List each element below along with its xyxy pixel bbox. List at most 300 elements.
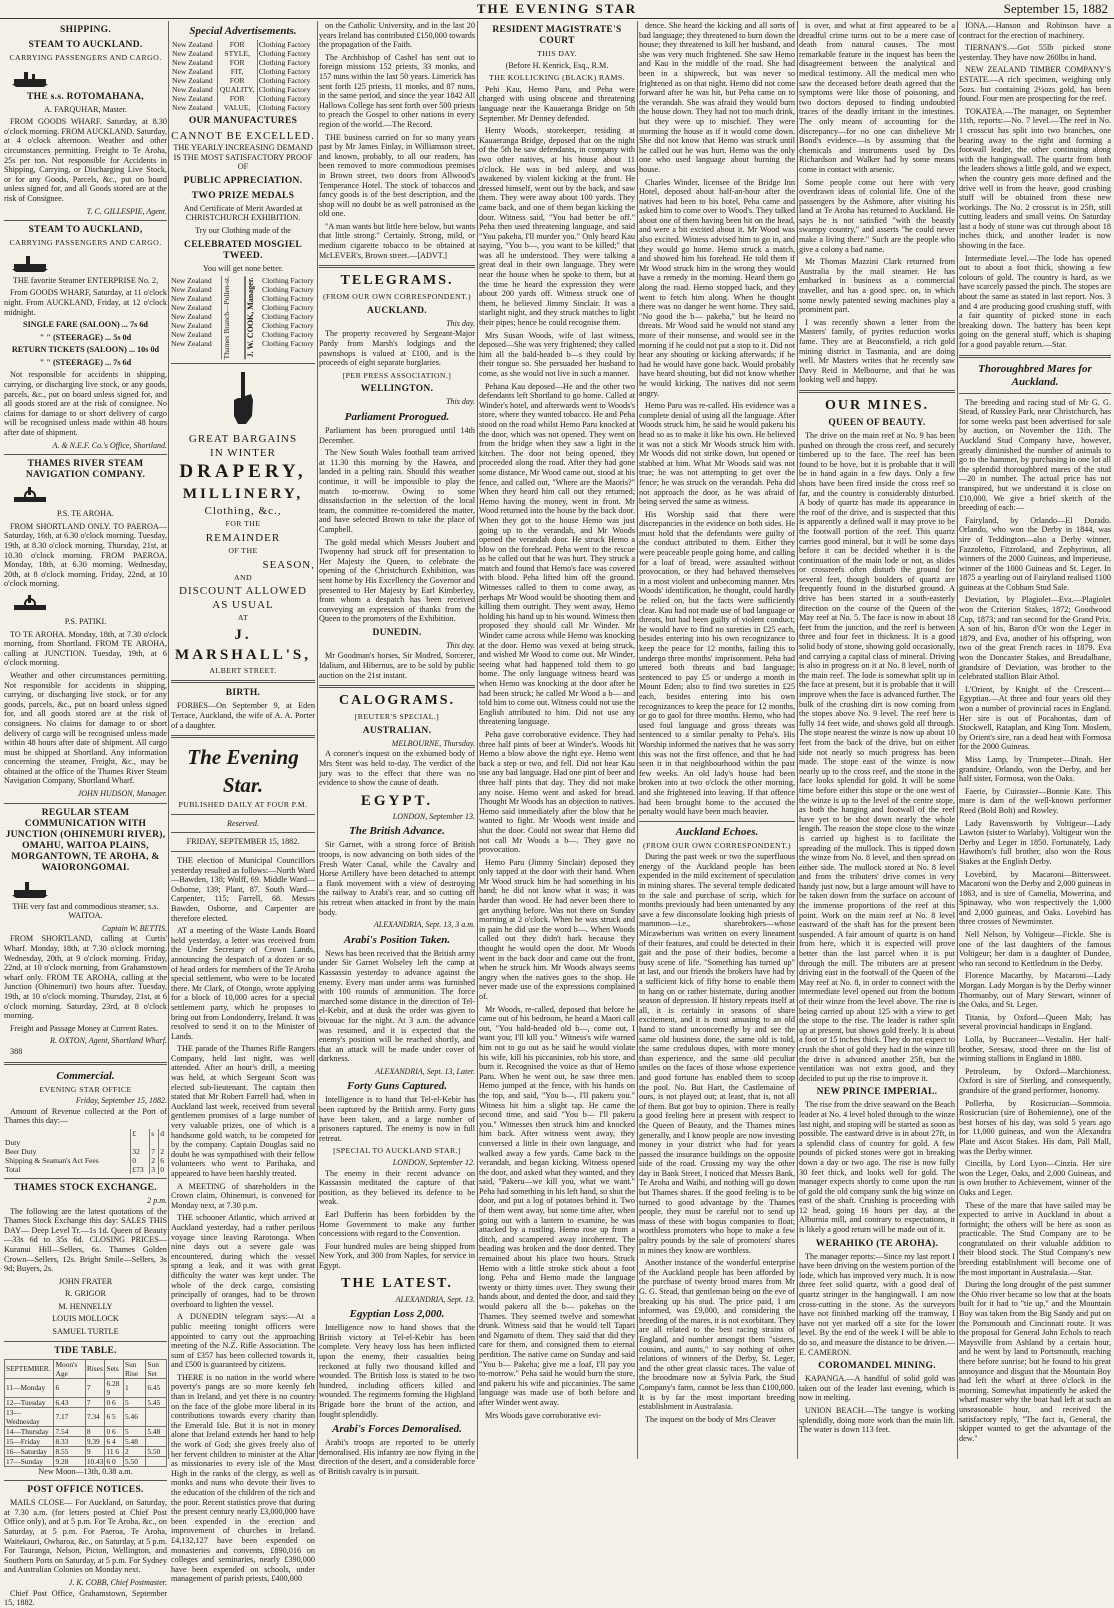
article-paragraph: TOKATEA.—The manager, on September 11th, reports:—No. 7 level.—The reef in No. 1 crosscut has split into two branches, one bearing away to the right and forming a footwall leader, the other continuing along with the hangingwall. The quartz from both the leaders shows a little gold, and we expect, when the country gets more defined and the drive well in from the heave, good crushing stuff will be obtained from these new workings. The No. 2 crosscut is in 25ft, still cutting leaders and small veins. On Saturday last a body of stone was cut through about 18 inches thick, and another leader is now showing in the face.	[959, 106, 1111, 251]
factory-label: Clothing Factory	[262, 285, 314, 295]
ad-number: 388	[10, 1046, 23, 1056]
court-heading: RESIDENT MAGISTRATE'S COURT	[492, 25, 622, 46]
editorial-paragraph: THE schooner Atlantic, which arrived at Auckland yesterday, had a rather perilous voyage since leaving Rarotonga. When nine days out a severe gale was encountered, during which the vessel sprang a leak, and it was with great difficulty the water was kept under. The whole of the deck cargo, consisting principally of oranges, had to be thrown overboard to lighten the vessel.	[171, 1213, 315, 1309]
dateline: ALEXANDRIA, Sept. 13.	[395, 1294, 475, 1304]
table-cell: 11 6	[105, 1446, 124, 1456]
divider	[959, 393, 1111, 394]
article-paragraph: is over, and what at first appeared to be a dreadful crime turns out to be a mere case of death from natural causes. The most remarkable feature in the inquest has been the disagreement between the analytical and medical testimony. All the medical men who saw the deceased before death agreed that the symptoms were like those of poisoning, and two doctors deposed to finding undoubted traces of the deadly irritant in the intestines. The only means of accounting for the discrepancy—for no one can disbelieve Mr Bond's evidence—is by assuming that the chemicals and instruments used by Drs Richardson and Walker had by some means come in contact with arsenic.	[799, 21, 955, 174]
masthead-date: September 15, 1882	[1003, 1, 1108, 16]
table-cell: Total	[4, 1165, 131, 1174]
ad-subheading: CARRYING PASSENGERS AND CARGO.	[9, 238, 162, 248]
divider	[171, 735, 315, 738]
table-cell: Clothing Factory	[258, 103, 311, 112]
table-cell	[150, 1138, 159, 1147]
article-paragraph: Earl Dufferin has been forbidden by the Home Government to make any further concessions with regard to the Convention.	[319, 1210, 475, 1239]
table-cell: 17—Sunday	[5, 1456, 54, 1466]
table-row	[5, 1359, 167, 1378]
egypt-heading: EGYPT.	[360, 792, 434, 809]
dateline: LONDON, September 13.	[392, 811, 475, 821]
commercial-heading: Commercial.	[56, 1069, 115, 1082]
ad-text: And Certificate of Merit Awarded at CHRISTCHURCH EXHIBITION.	[183, 203, 303, 223]
article-paragraph: Titania, by Oxford—Queen Mab; has several provincial handicaps in England.	[959, 1012, 1111, 1032]
branch-label: Thames Branch—Pollen-st.	[221, 276, 245, 359]
factory-label: Clothing Factory	[262, 321, 314, 331]
article-paragraph: Mr Woods, re-called, deposed that before he came out of his bedroom, he heard a Maori call out, "You bald-headed old b—, come out, I want you; I'll kill you." Witness's wife warned him not to go out as he said he would violate his wife, kill his piccaninies, rob his store, and burn it. Recognised the voice as that of Hemo Paru. When he went out, he saw three men. Hemo jumped at the fence, with his hands on the top, and said, "You b—, I'll pakeru you." Witness hit him a slight tap. He came the second time, and said "You b— I'll pakeru you." Witnesses then struck him and knocked him back. After witness went away, they conversed a little in their own language, and walked away a few yards. Came back to the verandah, and began kicking. Witness opened the door, and asked what they wanted, and they said, "Pakeru—we kill you, what we want." Peha had something in his left hand, so shut the door, and put a log of potatoes behind it. Two of them went away, but some time after, when going out with a lantern to examine, he was attacked by a rustling. Hemo rose up from a ditch, and scampered away incoherent. The beading was broken and the door dented. They remained about his place two hours. Struck Hemo with a little stroke stick about a foot long. Peha and Hemo made the language twenty or thirty times over. They swung their hands about, and dented the door, and said they would pakeru all the b— pakehas on the Thames. They seemed twelve and somewhat drunk. Witness said that he would tell Tapari and Ngamotu of them. They said that did they care for them, and consigned them to eternal perdition. The native came on Sunday and said "You b— Pakeha; give me a loaf, I'll pay you to-morrow." Peha said he would burn the store, and pakeru his wife and piccaninies. The same language was made use of both before and after Winder went away.	[479, 1004, 635, 1407]
table-cell: New Zealand	[171, 58, 217, 67]
article-paragraph: TIERNAN'S.—Got 55lb picked stone yesterday. They have now 260lbs in hand.	[959, 43, 1111, 62]
case-title: THE KOLLICKING (BLACK) RAMS.	[489, 73, 625, 83]
table-cell	[146, 1407, 167, 1426]
article-paragraph: His Worship said that there were discrepancies in the evidence on both sides. He must hold that the defendants were guilty of the conduct attributed to them. Either they were peaceable people going home, and calling for a loaf of bread, were assaulted without provocation, or they had behaved themselves in a most violent and unbecoming manner. Mrs Woods' identification, he thought, could hardly be relied on, but the facts were sufficiently clear. Kau had not made use of bad language or threats, but had been guilty of violent conduct; he would have to find no sureties in £25 each, besides entering into his own recognizance to keep the peace for 12 months, failing this to undergo three months' imprisonment. Peha had uttered both threats and bad language; sentenced to pay £5 or undergo a month in Mount Eden; also to find two sureties in £25 each, besides entering into his own recognizances to keep the peace for 12 months, or go to gaol for three months. Hemo, who had used foul language and gross threats was sentenced to a similar penalty to Peha's. His Worship informed the natives that he was sorry this was not the first offence, and that he had seen it in that neighbourhood within the past few weeks. An old lady's house had been broken into at two o'clock the other morning, and she frightened into leaving. If that offence had been brought home to the accused the penalty would have been much heavier.	[639, 509, 795, 817]
subheading: Arabi's Forces Demoralised.	[332, 1423, 462, 1436]
mine-heading: COROMANDEL MINING.	[818, 1361, 936, 1372]
table-cell: 6 5	[105, 1407, 124, 1426]
article-paragraph: News has been received that the British army under Sir Garnet Wolseley left the camp at Kassassin yesterday to advance against the enemy. Every man under arms was furnished with 100 rounds of ammunition. The force marched some distance in the direction of Tel-el-Kebir, and at dusk the order was given to bivouac for the night. At 3 a.m. the advance was resumed, and it is expected that the enemy's position will be reached shortly, and that an attack will be made under cover of darkness.	[319, 948, 475, 1064]
factory-label: Clothing Factory	[262, 339, 314, 349]
article-paragraph: The enemy in their recent advance on Kassassin meditated the capture of that position, as they believed its defence to be weak.	[319, 1168, 475, 1207]
place-heading: AUCKLAND.	[367, 305, 427, 316]
divider	[319, 685, 475, 688]
table-cell: FOR	[217, 76, 257, 85]
article-paragraph: Miss Lamp, by Trumpeter—Dinah. Her grandsire, Orlando, won the Derby, and her half sister, Formosa, won the Oaks.	[959, 754, 1111, 784]
ad-text: OF THE	[228, 546, 258, 556]
ad-text: AND	[233, 572, 253, 582]
table-cell: 2	[160, 1146, 164, 1156]
ad-drapery: DRAPERY,	[179, 461, 307, 483]
article-paragraph: Charles Winder, licensee of the Bridge Inn Hotel, deposed about half-an-hour after the natives had been to his hotel, Peha came and asked him to come over to Wood's. They talked about one of them having been hit on the head, and were a bit excited about it. Mr Wood was also excited. Witness advised him to go in, and they would go home. Hemo struck a match, and showed him his forehead. He told them if Mr Wood struck him in the wrong they would have a remedy in the morning. Heard them go along the road. Hemo stopped back, and they went to fetch him along. When he thought there was no danger he went home. They said, "No good the b— pakeha," but he heard no threats. Mr Wood said he would not stand any more of their nonsense, and would see in the morning if he could not put a stop to it. Did not hear any shouting or kicking afterwards; if he had he would have gone back. Would probably have heard shouting, but did not know whether he would kicking. The natives did not seem angry.	[639, 177, 795, 398]
article-paragraph: Sir Garnet, with a strong force of British troops, is now advancing on both sides of the Fresh Water Canal, while the Cavalry and Horse Artillery have been detached to attempt a flank movement with a view of destroying the railway to Arabi's rear, and so cutting off his retreat when attacked in front by the main body.	[319, 840, 475, 917]
divider	[799, 390, 955, 393]
ad-heading: STEAM TO AUCKLAND,	[28, 225, 143, 236]
table-row	[5, 1456, 167, 1466]
ad-millinery: MILLINERY,	[182, 486, 304, 503]
paper-title: The Evening Star.	[187, 745, 299, 798]
table-cell: 14—Thursday	[5, 1426, 54, 1436]
table-row	[171, 85, 315, 94]
table-header: SEPTEMBER.	[5, 1359, 54, 1378]
article-paragraph: Lolla, by Buccaneer—Vestalin. Her half-brother, Seesaw, stood three on the list of winning stallions in England in 1880.	[959, 1035, 1111, 1064]
editorial-paragraph: AT a meeting of the Waste Lands Board held yesterday, a letter was received from the Under Secretary of Crown Lands, announcing the despatch of a dozen or so of head orders for members of the Te Aroha special settlement, who were to be located there. Mr Clark, of Otongo, wrote applying for a block of 10,000 acres for a special settlement party, which he proposes to bring out from Londonderry, Ireland. It was resolved to send it on to the Minister of Lands.	[171, 926, 315, 1041]
article-paragraph: Pehi Kau, Hemo Paru, and Peha were charged with using obscene and threatening language near the Kauaeranga Bridge on 5th September. Mr Denney defended.	[479, 84, 635, 123]
table-cell: Clothing Factory	[258, 94, 311, 103]
dateline: MELBOURNE, Thursday.	[391, 738, 475, 748]
correspondent-line: (FROM OUR OWN CORRESPONDENT.)	[643, 840, 791, 850]
table-cell: 5.50	[123, 1456, 145, 1466]
article-paragraph: Peha gave corroborative evidence. They had three half pints of beer at Winder's. Woods hit Hemo a blow above the right eye. Hemo went back a step or two, and fell. Did not hear Kau use any bad language. Had one pint of beer and three half pints that day. They did not make any noise. Hemo went and asked for bread. Thought Mr Woods has an objection to natives. Hemo said immediately after the blow that he wanted to fight. Mr Woods went inside and shut the door. Could not swear that Hemo did not call Mr Woods a b—. They gave no provocation.	[479, 729, 635, 855]
article-paragraph: During the past week or two the superfluous energy of the Auckland people has been expended in the mild excitement of speculation in mining shares. The several temple dedicated to the sale and purchase of scrip, which for months previously had been untenanted by any save a few disconsolate looking high priests of mammon—i.e., sharebrokers—whose Micawberism was written on every lineament of their features, and could be detected in their gait and the pose of their bodies, become a busy scene of life. "Something has turned up" at last, and our friends the brokers have had by a sufficient kick of fifty horse to enable them to hang on or rather bisternate, during another season of depression. If history repeats itself at all, it is certainly in seasons of share excitement, and it is most amusing to an old hand to stand unconcernedly by and see the same old business done, the same old is told, the same credulous dupes, with more money than experience, and the same old peculiar smiles on the faces of those whose experience and good fortune has enabled them to scoop the pool. No. But Hart, the Castlemaine of ours, is not played out; at least, that is, not all of them. But got buy to opinion. There is really a good feeling here at present with respect to the Queen of Beauty, and the Thames mines generally, and I know people are now investing money in your district who had for years passed the insurance buildings on the opposite side of the road. Crossing my way the other day in Bank Street, I noticed that Messrs Bank, Te Aroha and Waihi, and nothing will go down but Thames shares. If the good feeling is to be turned to good advantage by the Thames people, they must be careful not to send up mass of these with bogus companies to float; worthless promoters who hope to make a few paltry pounds by the sale of promoters' shares in mines they know are worthless.	[639, 852, 795, 1255]
table-cell: 7	[85, 1378, 105, 1397]
article-paragraph: I was recently shown a letter from the Masters' family, of pyrites reduction works fame. They are at Beaconsfield, a rich gold mining district in Tasmania, and are doing well. Mr Masters writes that he recently saw Davy Reid in Melbourne, and that he was looking well and happy.	[799, 317, 955, 385]
table-header: d	[160, 1128, 164, 1138]
table-cell	[146, 1436, 167, 1446]
fare-line: " " (STEERAGE) ... 7s 6d	[39, 357, 132, 367]
article-paragraph: Mr Thomas Mazzini Clark returned from Australia by the mail steamer. He has embarked in business as a commercial traveller, and has a good spec. on, in which some newly patented sewing machines play a prominent part.	[799, 257, 955, 315]
column-2	[171, 21, 315, 1584]
article-paragraph: The Archbishop of Cashel has sent out to foreign missions 152 priests, 33 monks, and 157 nuns within the last 50 years. Limerick has sent forth 125 priests, 11 monks, and 87 nuns, in the same period, and since the year 1842 All Hallows College has sent forth over 500 priests to preach the Gospel to other nations in every region of the world.—The Record.	[319, 52, 475, 129]
table-cell: 8.55	[54, 1446, 85, 1456]
table-cell: VALUE,	[217, 103, 257, 112]
table-row	[5, 1446, 167, 1456]
ad-text: Try our Clothing made of the	[195, 225, 291, 235]
table-cell: 32	[131, 1147, 150, 1156]
article-paragraph: The rise from the drive seaward on the Beach leader at No. 4 level holed through to the winze last night, and stoping will be started as soon as possible. The eastward drive is in about 27ft, in a splendid class of country for gold. A few pounds of picked stones were got in breaking down a day or two ago. The rise is now fully 30 feet thick, and looks well for gold. The manager expects shortly to come upon the run of gold the old company sunk the big winze on east of the shaft. Crushing is proceeding with 12 head, going 16 hours per day, at the Alburnia mill, and contrary to expectations, it is likely a good return will be made out of it.	[799, 1100, 955, 1235]
column-4	[479, 21, 635, 1459]
table-cell: 7	[150, 1147, 159, 1156]
table-cell: 2	[150, 1156, 159, 1165]
nz-label: New Zealand	[171, 321, 212, 331]
table-header: £	[131, 1129, 150, 1138]
article-paragraph: KAPANGA.—A handful of solid gold was taken out of the leader last evening, which is now in melting.	[799, 1374, 955, 1403]
column-rule	[797, 21, 798, 1459]
table-cell: 0	[160, 1164, 164, 1174]
editorial-paragraph: THERE is no nation in the world where poverty's pangs are so more keenly felt than in Ireland, and yet there is no country on the face of the globe more liberal in its contributions towards every charity than the Emerald Isle. But it is not in money alone that Ireland extends her hand to help the work of God; she gives freely also of her fervent children to minister at the Altar as missionaries to every isle of the Most High in the ranks of the clergy, as well as monks and nuns who devote their lives to the education of the children of the rich and the poor. Recent statistics prove that during the present century nearly £3,000,000 have been expended in the erection and improvement of churches in Ireland. £4,132,127 have been expended on monasteries and convents, £890,016 on colleges and seminaries, nearly £390,000 have been expended on schools, under management of parish priests, £400,000	[171, 1372, 315, 1584]
table-row	[4, 1156, 167, 1165]
birth-heading: BIRTH.	[225, 688, 261, 699]
table-cell: 5	[123, 1397, 145, 1407]
table-row	[5, 1397, 167, 1407]
column-rule	[637, 21, 638, 1459]
article-paragraph: A coroner's inquest on the exhumed body of Mrs Stent was held to-day. The verdict of the jury was to the effect that there was no evidence to show the cause of death.	[319, 749, 475, 788]
table-cell: 15—Friday	[5, 1436, 54, 1446]
table-header: Moon's Age	[54, 1359, 85, 1378]
tide-footnote: New Moon—13th, 0.38 a.m.	[38, 1466, 133, 1476]
commercial-date: Friday, September 15, 1882.	[75, 1096, 167, 1106]
dateline: ALEXANDRIA, Sept. 13, Later.	[375, 1066, 475, 1076]
article-paragraph: The breeding and racing stud of Mr G. G. Stead, of Russley Park, near Christchurch, has for some weeks past been advertised for sale by auction, on November the 11th. The Auckland Stud Company have, however, greatly diminished the number of animals to go to the hammer, by purchasing in one lot all the splendid thoroughbred mares of the stud—20 in number. The actual price has not transpired, but we understand it is close on £10,000. We give a brief sketch of the breeding of each:—	[959, 397, 1111, 513]
ship-master: A. FARQUHAR, Master.	[44, 104, 127, 114]
post-sign: J. K. COBB, Chief Postmaster.	[68, 1578, 167, 1587]
table-cell: 3	[150, 1165, 159, 1174]
nz-label: New Zealand	[171, 303, 212, 313]
table-row	[5, 1436, 167, 1446]
fare-line: RETURN TICKETS (SALOON) ... 10s 0d	[11, 345, 160, 355]
column-7	[959, 21, 1111, 1459]
ad-subheading: CARRYING PASSENGERS AND CARGO.	[9, 53, 162, 62]
table-cell: FOR	[217, 94, 257, 103]
article-paragraph: "A man wants but little here below, but wants that little strong." Certainly. Strong, mild, or medium cigarette tobacco to be obtained at McLEVER's, Brown street.—[ADVT.]	[319, 221, 475, 260]
auckland-echoes-heading: Auckland Echoes.	[675, 825, 759, 838]
article-paragraph: Lovebird, by Macaroni—Bittersweet. Macaroni won the Derby and 2,000 guineas in 1863, and is sire of Camelia, Mowerina, and Spinaway, who won respectively the 1,000 and 2,000 guineas, and Oaks. Lovebird has three crosses of Newminster.	[959, 869, 1111, 927]
nz-label: New Zealand	[171, 330, 212, 340]
ad-text: FOR THE	[225, 519, 261, 529]
article-paragraph: The New South Wales football team arrived at 11.30 this morning by the Hawea, and landed in a pelting rain. Should this weather continue, it will be impossible to play the match to-morrow. Owing to some dissatisfaction in the selection of the local team, the committee re-considered the matter, and have selected Brown to take the place of Campbell.	[319, 448, 475, 534]
article-paragraph: Fairyland, by Orlando—El Dorado. Orlando, who won the Derby in 1844, was sire of Teddington—also a Derby winner, Fazzoletto, Fitzroland, and Zephyrinus, all winners of the 2000 Guineas, and Imperieuse, winner of the 1000 Guineas and St. Leger. In 1875 a yearling out of Fairyland realised 1100 guineas at the Cobham Stud Sale.	[959, 515, 1111, 592]
table-cell: 9.28	[54, 1456, 85, 1466]
ad-freight: Freight and Passage Money at Current Rates.	[10, 1023, 159, 1033]
article-paragraph: Deviation, by Plagiolet—Eva.—Plagiolet won the Criterion Stakes, 1872; Goodwood Cup, 1873; and ran second for the Grand Prix. A son of his, Baron d'Or won the Leger in 1879, and Eva, another of his offspring, won two of the great French races in 1879. Eva won the Doncaster Stakes, and Breadalbane, grandsire of Deviation, was brother to the celebrated stallion Blair Athol.	[959, 595, 1111, 682]
table-cell: 0 6	[105, 1426, 124, 1436]
table-cell: 2	[123, 1446, 145, 1456]
table-cell: Beer Duty	[4, 1147, 131, 1156]
reuter-line: [REUTER'S SPECIAL.]	[354, 712, 440, 722]
special-line: [SPECIAL TO AUCKLAND STAR.]	[333, 1146, 461, 1156]
broker-name: JOHN FRATER	[58, 1276, 113, 1286]
table-cell: New Zealand	[171, 76, 217, 85]
table-cell: 1	[123, 1378, 145, 1397]
special-ads-heading: Special Advertisements.	[189, 25, 297, 37]
table-row	[4, 1129, 167, 1138]
ship-master: Captain W. BETTIS.	[101, 923, 167, 933]
ad-heading: REGULAR STEAM COMMUNICATION WITH JUNCTION (OHINEMURI RIVER), OMAHU, WAITOA PLAINS, MORGANTOWN, TE AROHA, & WAIORONGOMAI.	[5, 807, 166, 873]
mine-heading: WERAHIKO (TE AROHA).	[815, 1238, 939, 1249]
table-cell: 6	[160, 1155, 164, 1165]
commercial-intro: Amount of Revenue collected at the Port of Thames this day:—	[4, 1106, 167, 1126]
table-cell: FOR	[217, 58, 257, 67]
table-cell: 5.45	[146, 1397, 167, 1407]
ad-body: TO TE AROHA. Monday, 18th, at 7.30 o'clock morning, from Shortland. FROM TE AROHA, calling at JUNCTION. Tuesday, 19th, at 6 o'clock morning.	[4, 629, 167, 668]
article-paragraph: Another instance of the wonderful enterprise of the Auckland people has been afforded by the purchase of twenty brood mares from Mr G. G. Stead, that gentleman being on the eve of breaking up his stud. The price paid, I am informed, was £9,000, and considering the breeding of the mares, it is not exorbitant. They are all related to the best racing strains of England, and number amongst them "sisters, cousins, and aunts," to say nothing of other relations of winners of the Derby, St. Leger, and the other great classic races. The value of the broodmare now at Sylvia Park, the Stud Company's farm, cannot be less than £100,000. It is by far the most important breeding establishment in Australasia.	[639, 1258, 795, 1412]
table-cell: 5.48	[146, 1426, 167, 1436]
table-row	[4, 1138, 167, 1147]
mine-heading: NEW PRINCE IMPERIAL.	[816, 1087, 938, 1098]
thoroughbred-heading: Thoroughbred Mares for Auckland.	[978, 362, 1092, 388]
ad-text: GREAT BARGAINS	[188, 433, 298, 446]
article-paragraph: The manager reports:—Since my last report I have been driving on the western portion of the lode, which has improved very much. It is now three feet solid quartz, with a good deal of quartz stringer in the hangingwall. I am now cross-cutting in the stone. As the surveyors have not finished marking off the tramway, I have not yet marked off a site for the lower level. By the end of the week I will be able to do so, and measure the distance to be driven.—E. CAMERON.	[799, 1251, 955, 1357]
table-row	[5, 1407, 167, 1426]
table-cell	[146, 1456, 167, 1466]
place-heading: DUNEDIN.	[372, 627, 422, 638]
table-row	[4, 1147, 167, 1156]
article-paragraph: Four hundred mules are being shipped from New York, and 300 from Naples, for service in Egypt.	[319, 1241, 475, 1270]
table-cell: 5.48	[123, 1436, 145, 1446]
cf-list	[260, 276, 315, 359]
table-cell: 13—Wednesday	[5, 1407, 54, 1426]
exchange-time: 2 p.m.	[147, 1195, 167, 1205]
divider	[171, 680, 315, 683]
ad-agent: T. C. GILLESPIE, Agent.	[86, 206, 167, 216]
ad-text: PUBLIC APPRECIATION.	[183, 175, 303, 186]
paddle-steamer-icon	[4, 592, 167, 614]
table-cell: 9.39	[85, 1436, 105, 1446]
ad-body: FROM GOODS WHARF. Saturday, at 8.30 o'clock morning. FROM AUCKLAND. Saturday, at 4 o'clock afternoon. Weather and other circumstances permitting. Freight to Te Aroha, 25s per ton. Not responsible for Accidents in Shipping, Carrying, or Discharging Live Stock, or for any Goods, Parcels, &c., put on board unless signed for, and all Goods stored are at the risk of Consignee.	[4, 117, 167, 203]
nz-label: New Zealand	[171, 312, 212, 322]
ad-text: ALBERT STREET.	[209, 665, 277, 675]
article-paragraph: Florence Macarthy, by Macaroni—Lady Morgan. Lady Morgan is by the Derby winner Thormanby, out of Mary Stewart, winner of the Oaks, and St. Leger.	[959, 971, 1111, 1010]
ad-agent: R. OXTON, Agent, Shortland Wharf.	[49, 1036, 167, 1046]
ad-text: AT	[237, 613, 249, 623]
press-association: [PER PRESS ASSOCIATION.]	[342, 370, 452, 380]
tide-heading: TIDE TABLE.	[54, 1345, 117, 1356]
ad-text: SEASON,	[262, 558, 315, 571]
table-cell: 5	[123, 1426, 145, 1436]
table-cell: 12—Tuesday	[5, 1397, 54, 1407]
ad-text: TWO PRIZE MEDALS	[191, 190, 295, 201]
article-paragraph: The property recovered by Sergeant-Major Pardy from Marsh's lodgings and the pawnshops is valued at £100, and is the proceeds of eight separate burglaries.	[319, 329, 475, 368]
table-cell: STYLE,	[217, 49, 257, 58]
nz-label: New Zealand	[171, 294, 212, 304]
steamer-icon	[4, 251, 167, 273]
telegrams-sub: (FROM OUR OWN CORRESPONDENT.)	[323, 292, 471, 302]
subheading: Forty Guns Captured.	[347, 1080, 447, 1093]
table-cell: 6 0	[105, 1456, 124, 1466]
table-row	[171, 76, 315, 85]
editorial-paragraph: THE election of Municipal Councillors yesterday resulted as follows:—North Ward—Bawden, 138; Wolff, 69. Middle Ward—Osborne, 139; Plant, 87. South Ward—Carpenter, 115; Farrell, 68. Messrs Bawden, Osborne, and Carpenter are therefore elected.	[171, 856, 315, 923]
post-heading: POST OFFICE NOTICES.	[27, 1485, 144, 1496]
ad-text: DISCOUNT ALLOWED AS USUAL	[179, 585, 307, 612]
article-paragraph: Henry Woods, storekeeper, residing at Kauaeranga Bridge, deposed that on the night of the 5th he saw defendants, in company with two other natives, at his house about 11 o'clock. He was in bed asleep, and was awakened by violent kicking at the front. He dressed himself, went out by the back, and saw them. They were away about 100 yards. They came back, and one of them began kicking the door. Witness said, "You had better be off." Peha then used threatening language, and said "You pakeha, I'll murder you." Only heard Kau saying, "You b—, you want to be killed;" that was all he understood. They were talking a great deal in their own language. They were near the house when he spoke to them, but at the time he heard the expression they were about 200 yards off. Witness struck one of them, he believed Jimmy Sinclair. It was a starlight night, and they struck matches to light their pipes; hence he could recognise them.	[479, 126, 635, 328]
ad-text: CELEBRATED MOSGIEL TWEED.	[184, 239, 302, 261]
ship-name: THE very fast and commodious steamer, s.s. WAITOA.	[12, 901, 159, 921]
post-foot: Chief Post Office, Grahamstown, September 15, 1882.	[4, 1588, 167, 1608]
table-cell: 9	[85, 1446, 105, 1456]
latest-heading: THE LATEST.	[341, 1275, 453, 1291]
article-paragraph: Hemo Paru was re-called. His evidence was a complete denial of using all the language. After Woods struck him, he said he would pakeru his head so as to make it like his own. He believed it was not a stick Mr Woods struck him with. Mr Woods did not strike down, but opened or stabbed at him. What Mr Woods said was not true; he was not attempting to get over the fence; he was struck on the verandah. Peha did not approach the door, as he was afraid of being served the same as witness.	[639, 401, 795, 507]
article-paragraph: Faerie, by Cuirassier—Bonnie Kate. This mare is dam of the well-known performer Reed (Bold Bolt) and Rowley.	[959, 786, 1111, 815]
table-row	[171, 67, 315, 76]
table-cell: New Zealand	[171, 49, 217, 58]
published-line: PUBLISHED DAILY AT FOUR P.M.	[178, 800, 308, 810]
manager-label: J. W. COOK, Manager.	[245, 276, 260, 359]
column-1	[4, 21, 167, 1608]
column-rule	[317, 21, 318, 1459]
factory-label: Clothing Factory	[262, 330, 314, 340]
divider	[4, 1062, 167, 1065]
article-paragraph: Lady Ravensworth by Voltigeur—Lady Lawton (sister to Warlaby). Voltigeur won the Derby and Leger in 1850. Fortunately, Lady Hawthorn's full brother, also won the Rous Stakes at the English Derby.	[959, 818, 1111, 866]
table-row	[5, 1426, 167, 1436]
dateline: LONDON, September 12.	[392, 1158, 475, 1168]
column-6	[799, 21, 955, 1459]
broker-name: M. HENNELLY	[58, 1301, 113, 1311]
table-row	[171, 103, 315, 112]
article-paragraph: on the Catholic University, and in the last 20 years Ireland has contributed £150,000 towards the propagation of the Faith.	[319, 21, 475, 50]
table-cell: 6	[54, 1378, 85, 1397]
ad-body: FROM SHORTLAND, calling at Curtis' Wharf. Monday, 18th, at 7.30 o'clock morning. Wednesday, 20th, at 9 o'clock morning. Friday, 22nd, at 10 o'clock morning, from Grahamstown wharf only. FROM TE AROHA, calling at the Junction (Ohinemuri) two hours after. Tuesday, 19th, at 10 o'clock morning. Thursday, 21st, at 6 o'clock morning. Saturday, 23rd, at 8 o'clock morning.	[4, 934, 167, 1021]
nz-label: New Zealand	[171, 285, 212, 295]
table-row	[4, 1165, 167, 1174]
ad-conditions: Not responsible for accidents in shipping, carrying, or discharging live stock, or any goods, parcels, &c., put on board unless signed for, and all goods stored are at the risk of consignee. No claims for damage to or short delivery of cargo will be recognised unless made within 48 hours after date of shipment.	[4, 370, 167, 438]
table-header: s	[150, 1129, 159, 1138]
nz-label: New Zealand	[171, 339, 212, 349]
table-cell: 7	[85, 1397, 105, 1407]
ad-agent: JOHN HUDSON, Manager.	[77, 789, 167, 799]
table-cell: Clothing Factory	[258, 67, 311, 76]
place-heading: AUSTRALIAN.	[362, 725, 432, 736]
table-cell: 6.28 9	[105, 1378, 124, 1397]
table-cell	[159, 1138, 167, 1147]
revenue-table	[4, 1129, 167, 1174]
article-paragraph: Mrs Susan Woods, wife of last witness, deposed—She was very frightened; they called him all the bald-headed b—s they could by their tongue so. She persuaded her husband to come, as she would not live in such a manner.	[479, 330, 635, 378]
article-paragraph: Parliament has been prorogued until 14th December.	[319, 426, 475, 445]
subheading: Parliament Prorogued.	[344, 411, 450, 423]
article-paragraph: The inquest on the body of Mrs Cleaver	[645, 1414, 776, 1424]
divider	[959, 355, 1111, 358]
ad-text: REMAINDER	[205, 532, 281, 545]
nz-label: New Zealand	[171, 276, 212, 286]
table-cell: 7.17	[54, 1407, 85, 1426]
table-cell	[131, 1138, 150, 1147]
table-cell: 8.33	[54, 1436, 85, 1446]
tide-table-body	[5, 1378, 167, 1466]
subheading: The British Advance.	[349, 825, 445, 838]
divider	[4, 1178, 167, 1179]
table-row	[171, 49, 315, 58]
article-paragraph: UNION BEACH.—The tangye is working splendidly, doing more work than the main lift. The water is down 113 feet.	[799, 1405, 955, 1435]
table-cell: Clothing Factory	[258, 85, 311, 94]
divider	[171, 851, 315, 852]
table-header: Sun Set	[146, 1359, 167, 1378]
table-cell: New Zealand	[171, 67, 217, 76]
factory-label: Clothing Factory	[262, 294, 314, 304]
our-mines-heading: OUR MINES.	[824, 397, 929, 413]
table-cell: 0	[131, 1156, 150, 1165]
fare-line: " " (STEERAGE) ... 5s 0d	[39, 332, 132, 342]
court-before: (Before H. Kenrick, Esq., R.M.	[505, 60, 609, 70]
table-cell: 6.43	[54, 1397, 85, 1407]
table-row	[171, 40, 315, 49]
article-paragraph: Hemo Paru (Jimmy Sinclair) deposed they only tapped at the door with their hand. When Mr Wood struck him he had something in his hand; he did not know what it was; it was harder than wood. He had never been there to get anything before. Was not there on Sunday morning at 2 o'clock. When he was struck and in pain he did use the word b—. When Woods called out they didn't bark because they thought he would open the door. Mr Woods went in the back door and came out the front, when he struck him. Mr Woods always seems angry when the natives goes to the shop. He never made use of the expressions complained of.	[479, 857, 635, 1001]
table-header: Rises	[85, 1359, 105, 1378]
table-row	[171, 58, 315, 67]
broker-name: SAMUEL TURTLE	[52, 1327, 119, 1337]
column-rule	[168, 21, 169, 1459]
court-day: THIS DAY.	[537, 49, 577, 58]
factory-label: Clothing Factory	[262, 312, 314, 322]
divider	[4, 220, 167, 221]
article-paragraph: Cincilla, by Lord Lyon—Cinzia. Her sire won the Leger, Oaks, and 2,000 Guineas, and is own brother to Achievement, winner of the Oaks and Leger.	[959, 1159, 1111, 1197]
calograms-heading: CALOGRAMS.	[338, 693, 456, 709]
table-cell: Clothing Factory	[258, 40, 311, 49]
reserved-line: Reserved.	[226, 818, 260, 828]
table-cell: 6.45	[146, 1378, 167, 1397]
table-cell: FIT,	[217, 67, 257, 76]
table-cell: 7.54	[54, 1426, 85, 1436]
table-cell: New Zealand	[171, 103, 217, 112]
article-paragraph: Mr Goodman's horses, Sir Modred, Sorcerer, Idalium, and Hibernus, are to be sold by public auction on the 21st instant.	[319, 651, 475, 680]
ship-name: P.S. PATIKI.	[64, 616, 107, 626]
table-row	[5, 1378, 167, 1397]
ad-marshalls: J. MARSHALL'S,	[175, 626, 311, 663]
dateline: FRIDAY, SEPTEMBER 15, 1882.	[186, 837, 300, 847]
table-cell: FOR	[217, 40, 257, 49]
table-cell: New Zealand	[171, 40, 217, 49]
broker-name: LOUIS MOLLOCK	[52, 1314, 119, 1324]
telegrams-heading: TELEGRAMS.	[340, 273, 454, 289]
subheading: Arabi's Position Taken.	[343, 933, 451, 946]
ad-body: FROM SHORTLAND ONLY. TO PAEROA— Saturday, 16th, at 6.30 o'clock morning. Tuesday, 19th, at 8.30 o'clock morning. Thursday, 21st, at 10.30 o'clock morning. FROM PAEROA. Monday, 18th, at 6.30 morning. Wednesday, 20th, at 8 o'clock morning. Friday, 22nd, at 10 o'clock morning.	[4, 521, 167, 589]
commercial-sub: EVENING STAR OFFICE	[39, 1084, 132, 1094]
masthead	[0, 0, 1114, 19]
subheading: Egyptian Loss 2,000.	[349, 1308, 445, 1321]
table-cell: New Zealand	[171, 85, 217, 94]
steamer-icon	[4, 877, 167, 899]
table-cell: 8	[85, 1426, 105, 1436]
clothing-factory-ad-2	[171, 276, 315, 359]
article-paragraph: The drive on the main reef at No. 9 has been pushed on through the cross reef, and securely timbered up to the face. The reef has been found to be hove, but it is probable that it will be in hand again in a few days. Only a few shots have been fired inside the cross reef so far, and the country is considerably disturbed. A body of quartz has made its appearance in the roof of the drive, and is suspected that this is apparently a defined wall it may prove to be the footwall portion of the reef. This quartz carries good mineral, but it will be some days before it can be decided whether it is the continuation of the main lode or not, as slides or crossreefs often disturb the ground for several feet, though boulders of quartz are frequently found in the disturbed ground. A drive has been started in a south-easterly direction on the course of the Queen of the May reef at No. 5. The face is now in about 18 feet from the junction, and the reef is between three and four feet in thickness. It is a good solid body of stone, showing gold occasionally, and carrying a capital class of mineral. Driving is also in progress on it at No. 8 level, north of the main reef. The lode is somewhat split up in the face at present, but it is probable that it will improve when the face is advanced further. The bulk of the crushing dirt is now coming from the stopes above No. 9 level. The reef here is fully 14 feet wide, and shows gold all through. The stope nearest the winze is now up about 10 feet from the back of the drive, but on either side not nearly so much progress has been made. The stope east of the winze is now nearly up to the cross reef, and the stone in the face looks splendid for gold. It will be some time before either this stope or the one west of the winze is up to the level of the centre stope, as both the hanging and footwall of the reef have yet to be shot down nearly the whole length. The reason the stope close to the winze is carried up highest is to facilitate the spreading of the mullock. This is tipped down the winze from No. 8 level, and then spread on either side. The mullock stored at No. 8 level and from the tributers' drive comes in very handy just now, but a large amount will have to be taken down from the surface on account of the immense proportions of the reef at this point. Work on the main reef at No. 8 level eastward of the shaft has for the present been suspended. A fair amount of quartz is on hand from here, which it is expected will prove better than the last parcel when it is put through the mill. The tributers are at present driving east in the footwall of the Queen of the May reef at No. 8, in order to connect with the intermediate level opened out from the bottom of their winze from the level above. The rise is being carried up about 125 with a view to get the stope to the rise. The leader is rather split up at present, but shows gold freely. It is about a foot or 15 inches thick. They do not expect to crush the shot of gold they had in the winze till the drive is advanced another 25ft, but the ventilation was not extra good, and they decided to put up the rise to improve it.	[799, 430, 955, 1083]
table-cell: £73	[131, 1165, 150, 1174]
place-heading: WELLINGTON.	[360, 384, 434, 395]
divider	[171, 832, 315, 833]
article-paragraph: IONA.—Hanson and Robinson have a contract for the erection of machinery.	[959, 21, 1111, 40]
ad-text: You will get none better.	[202, 263, 284, 273]
article-paragraph: Arabi's troops are reported to be utterly demoralised. His infantry are now flying in the direction of the desert, and a considerable force of British cavalry is in pursuit.	[319, 1438, 475, 1476]
tide-table	[4, 1359, 167, 1467]
table-cell: Duty	[4, 1138, 131, 1147]
factory-label: Clothing Factory	[262, 303, 314, 313]
divider	[639, 821, 795, 822]
article-paragraph: Pehana Kau deposed—He and the other two defendants left Shortland to go home. Called at Winder's hotel, and afterwards went to Woods's store, where they wanted tobacco. He and Peha stood on the road whilst Hemo Paru knocked at the door, which was not opened. They went on from the bridge when they saw a light in the kitchen. The door not being opened, they proceeded along the road. After they had gone some distance, Mr Wood came out, stood at his fence, and called out, "Where are the Maoris?" When they heard him call out they returned; Hemo having the money, went in front. Mr Wood returned into the house by the back door. When they got to the house Hemo was just going up to the verandah, and Mr Woods opened the verandah door. He struck Hemo a blow on the forehead. Peha went to the rescue as he called out that he was hurt. They struck a match and found that Hemo's face was covered with blood. Peha lifted him off the ground. Witnesses called to them to come away, as perhaps Mr Wood would be shooting them and killing them outright. They went away, Hemo holding his hand up to his wound. Witness then proposed they should call Mr Winder. Mr Winder came across while Hemo was knocking at the door. Hemo was vexed at being struck, and wished Mr Wood to come out. Mr Winder, seeing what had happened told them to go home. The only language witness heard was when Hemo was knocking at the door after he had been struck; he called Mr Wood a b— and told him to come out. Witness could not use the English attributed to him. Did not use any threatening language.	[479, 381, 635, 727]
article-paragraph: Pollerha, by Rosicrucian—Sommoia. Rosicrucian (sire of Bohemienne), one of the best horses of his day, was sold 5 years ago for 11,000 guineas, and won the Alexandra Plate and Ascot Stakes. His dam, Pall Mall, was the Derby winner.	[959, 1098, 1111, 1156]
table-row	[171, 94, 315, 103]
editorial-paragraph: A MEETING of shareholders in the Crown claim, Ohinemuri, is convened for Monday next, at 7.30 p.m.	[171, 1181, 315, 1210]
table-cell: QUALITY,	[217, 85, 257, 94]
ship-name: THE s.s. ROTOMAHANA,	[27, 91, 144, 102]
ad-text: THE YEARLY INCREASING DEMAND IS THE MOST SATISFACTORY PROOF OF	[173, 143, 313, 172]
broker-name: R. GRIGOR	[65, 1289, 106, 1299]
birth-body: FORBES—On September 9, at Eden Terrace, Auckland, the wife of A. A. Porter of a daughter.	[171, 701, 315, 730]
manufactures-heading: OUR MANUFACTURES	[188, 116, 298, 126]
article-paragraph: During the long drought of the past summer the Ohio river became so low that at the boats built for it had to "tie up," and the Mountain Boy was taken from the Big Sandy and put on the Portsmouth and Cincinnati route. It was the proposal for General John Echols to reach Maysville from Ashland by a certain hour, and he went by land to Portsmouth, reaching there before sunrise; but he found to his great annoyance and disgust that the Mountain Boy had left the wharf at three o'clock in the morning. Somewhat impatiently he asked the wharf master why the boat had left at such an unseasonable hour, and received the satisfactory reply, "The fact is, General, the skipper wanted to get the advantage of the dew."	[959, 1280, 1111, 1443]
article-paragraph: THE business carried on for so many years past by Mr James Finlay, in Williamson street, and known, probably, to all our readers, has been removed to more commodious premises in Brown street, two doors from Allwood's Temperance Hotel. The stock of tobaccos and fancy goods is of the best description, and the shop will no doubt be as well patronised as the old one.	[319, 132, 475, 219]
